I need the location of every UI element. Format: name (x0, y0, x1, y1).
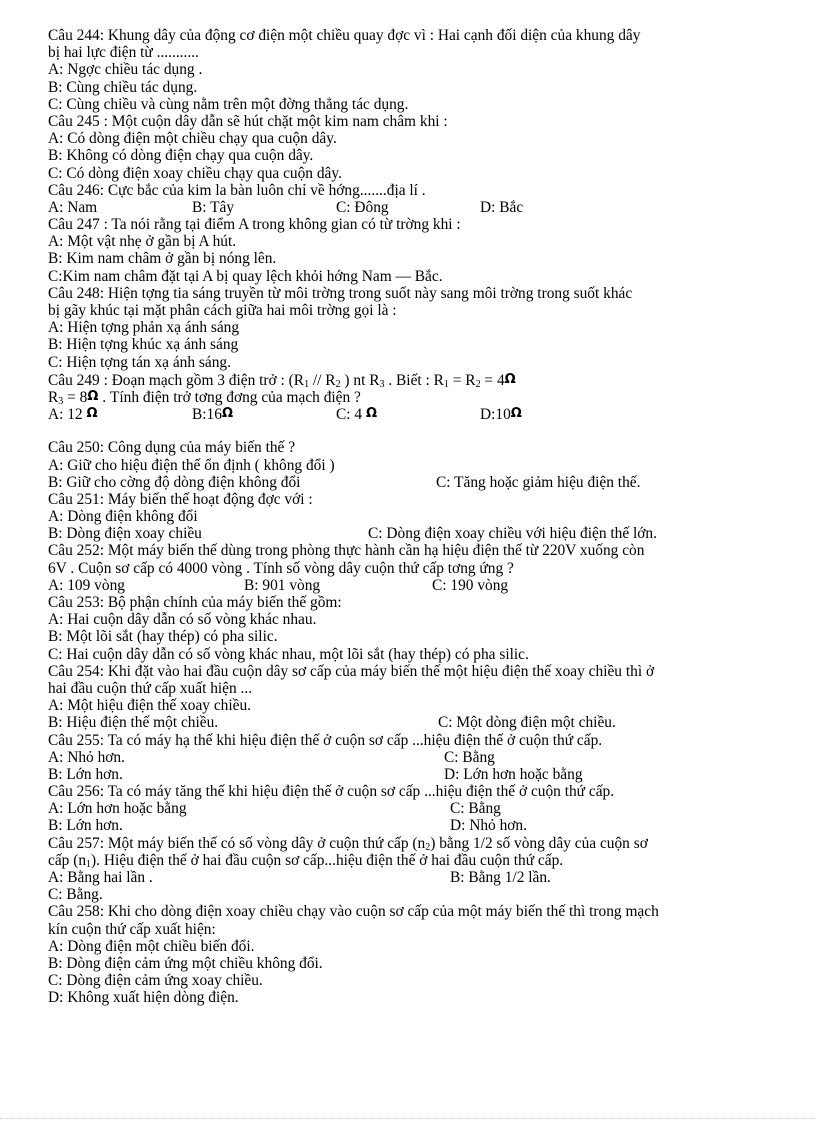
page-bottom-dotted-divider (0, 1118, 816, 1120)
question-250-option-c: C: Tăng hoặc giảm hiệu điện thế. (436, 473, 641, 491)
question-257-options (48, 869, 793, 886)
question-248-text-cont: bị gãy khúc tại mặt phân cách giữa hai môi trờng gọi là : (48, 302, 397, 319)
question-256-text: Câu 256: Ta có máy tăng thế khi hiệu điện thế ở cuộn sơ cấp ...hiệu điện thế ở cuộn thứ cấp. (48, 783, 615, 801)
question-246-text: Câu 246: Cực bắc của kim la bàn luôn chỉ về hớng.......địa lí . (48, 181, 426, 199)
question-251-option-c: C: Dòng điện xoay chiều với hiệu điện thế lớn. (368, 525, 657, 543)
question-257-text: Câu 257: Một máy biến thế có số vòng dây ở cuộn thứ cấp $(n_2)$ bằng 1/2 số vòng dây của cuộn sơ (48, 834, 648, 853)
ohm-symbol: Ω (365, 406, 377, 422)
question-256-option-d: D: Nhỏ hơn. (450, 817, 527, 835)
question-255-option-b: B: Lớn hơn. (48, 765, 123, 783)
question-249-text-cont: $R_3 = 8\Omega$ . Tính điện trở tơng đơng của mạch điện ? (48, 388, 361, 407)
question-247-option-c: C:Kim nam châm đặt tại A bị quay lệch khỏi hớng Nam — Bắc. (48, 267, 443, 285)
question-253-option-b: B: Một lõi sắt (hay thép) có pha silic. (48, 628, 278, 646)
question-252-options (48, 577, 793, 594)
question-246-options (48, 199, 793, 216)
question-256-options-row2 (48, 817, 793, 834)
question-255-option-a: A: Nhỏ hơn. (48, 748, 125, 766)
question-247-option-b: B: Kim nam châm ở gần bị nóng lên. (48, 250, 277, 268)
ohm-symbol: Ω (87, 388, 99, 404)
question-251-options (48, 525, 793, 542)
question-244-option-b: B: Cùng chiều tác dụng. (48, 78, 198, 96)
spacer (48, 422, 793, 439)
ohm-symbol: Ω (221, 406, 233, 422)
question-258-option-a: A: Dòng điện một chiều biến đổi. (48, 937, 255, 955)
question-249-option-a: A: 12 Ω (48, 406, 98, 424)
question-253-option-c: C: Hai cuộn dây dẫn có số vòng khác nhau, một lõi sắt (hay thép) có pha silic. (48, 645, 529, 663)
question-254-option-a: A: Một hiệu điện thế xoay chiều. (48, 697, 252, 715)
question-258-option-d: D: Không xuất hiện dòng điện. (48, 989, 239, 1007)
question-258-option-b: B: Dòng điện cảm ứng một chiều không đổi. (48, 954, 323, 972)
question-246-option-d: D: Bắc (480, 198, 524, 216)
document-page (48, 27, 793, 1007)
question-257-text-cont: cấp $(n_1)$. Hiệu điện thế ở hai đầu cuộn sơ cấp...hiệu điện thế ở hai đầu cuộn thứ cấp. (48, 851, 564, 870)
question-257-option-b: B: Bằng 1/2 lần. (450, 869, 551, 886)
question-253-text: Câu 253: Bộ phận chính của máy biến thế gồm: (48, 594, 342, 611)
question-251-option-b: B: Dòng điện xoay chiều (48, 525, 202, 543)
question-249-text: Câu 249 : Đoạn mạch gồm 3 điện trở : ($R_1 // R_2$ ) nt $R_3$ . Biết : $R_1 = R_2 = 4\Omega$ (48, 371, 516, 390)
question-252-option-b: B: 901 vòng (244, 576, 321, 594)
question-254-option-c: C: Một dòng điện một chiều. (438, 714, 616, 732)
question-246-option-a: A: Nam (48, 198, 98, 216)
question-250-option-b: B: Giữ cho cờng độ dòng điện không đổi (48, 473, 301, 491)
question-252-option-a: A: 109 vòng (48, 576, 125, 594)
question-254-options (48, 714, 793, 731)
ohm-symbol: Ω (86, 406, 98, 422)
question-247-text: Câu 247 : Ta nói rằng tại điểm A trong không gian có từ trờng khi : (48, 216, 461, 234)
question-255-option-c: C: Bằng (444, 748, 495, 766)
question-245-option-a: A: Có dòng điện một chiều chạy qua cuộn dây. (48, 130, 337, 148)
ohm-symbol: Ω (510, 406, 522, 422)
question-248-option-a: A: Hiện tợng phản xạ ánh sáng (48, 319, 240, 337)
question-254-text-cont: hai đầu cuộn thứ cấp xuất hiện ... (48, 679, 253, 697)
question-257-option-a: A: Bằng hai lần . (48, 869, 153, 886)
question-250-option-a: A: Giữ cho hiệu điện thế ổn định ( không đổi ) (48, 456, 335, 474)
question-248-option-b: B: Hiện tợng khúc xạ ánh sáng (48, 336, 239, 354)
question-253-option-a: A: Hai cuộn dây dẫn có số vòng khác nhau. (48, 611, 317, 629)
question-249-options (48, 405, 793, 422)
question-256-option-a: A: Lớn hơn hoặc bằng (48, 800, 187, 818)
question-246-option-b: B: Tây (192, 198, 235, 216)
question-249-option-c: C: 4 Ω (336, 406, 377, 424)
question-244-text: Câu 244: Khung dây của động cơ điện một chiều quay đợc vì : Hai cạnh đối diện của khung dây (48, 27, 641, 44)
question-245-option-b: B: Không có dòng điện chạy qua cuộn dây. (48, 147, 314, 165)
question-244-option-a: A: Ngợc chiều tác dụng . (48, 61, 203, 79)
question-246-option-c: C: Đông (336, 198, 389, 216)
question-254-option-b: B: Hiệu điện thế một chiều. (48, 714, 219, 732)
question-250-options (48, 474, 793, 491)
question-251-text: Câu 251: Máy biến thế hoạt động đợc với : (48, 490, 313, 508)
question-252-option-c: C: 190 vòng (432, 576, 509, 594)
question-255-options-row2 (48, 766, 793, 783)
question-254-text: Câu 254: Khi đặt vào hai đầu cuộn dây sơ cấp của máy biến thế một hiệu điện thế xoay chiều thì ở (48, 662, 655, 680)
ohm-symbol: Ω (504, 371, 516, 387)
question-247-option-a: A: Một vật nhẹ ở gần bị A hút. (48, 233, 237, 251)
question-252-text-cont: 6V . Cuộn sơ cấp có 4000 vòng . Tính số vòng dây cuộn thứ cấp tơng ứng ? (48, 559, 514, 577)
question-255-option-d: D: Lớn hơn hoặc bằng (444, 765, 583, 783)
question-256-option-c: C: Bằng (450, 800, 501, 818)
question-255-options-row1 (48, 749, 793, 766)
question-248-text: Câu 248: Hiện tợng tia sáng truyền từ môi trờng trong suốt này sang môi trờng trong suốt khác (48, 284, 633, 302)
question-244-text-cont: bị hai lực điện từ ........... (48, 44, 199, 62)
question-248-option-c: C: Hiện tợng tán xạ ánh sáng. (48, 353, 231, 371)
question-244-option-c: C: Cùng chiều và cùng nằm trên một đờng thẳng tác dụng. (48, 95, 409, 113)
question-249-option-b: B:16Ω (192, 406, 233, 424)
question-255-text: Câu 255: Ta có máy hạ thế khi hiệu điện thế ở cuộn sơ cấp ...hiệu điện thế ở cuộn thứ cấp. (48, 731, 603, 749)
question-258-text-cont: kín cuộn thứ cấp xuất hiện: (48, 920, 216, 938)
question-256-options-row1 (48, 800, 793, 817)
question-252-text: Câu 252: Một máy biến thế dùng trong phòng thực hành cần hạ hiệu điện thế từ 220V xuống còn (48, 542, 645, 560)
question-257-option-c: C: Bằng. (48, 886, 103, 904)
question-251-option-a: A: Dòng điện không đổi (48, 508, 198, 526)
question-245-option-c: C: Có dòng điện xoay chiều chạy qua cuộn dây. (48, 164, 342, 182)
question-256-option-b: B: Lớn hơn. (48, 817, 123, 835)
question-258-text: Câu 258: Khi cho dòng điện xoay chiều chạy vào cuộn sơ cấp của một máy biến thế thì trong mạch (48, 903, 659, 921)
question-250-text: Câu 250: Công dụng của máy biến thế ? (48, 439, 296, 457)
question-249-option-d: D:10Ω (480, 406, 522, 424)
question-258-option-c: C: Dòng điện cảm ứng xoay chiều. (48, 972, 263, 990)
question-245-text: Câu 245 : Một cuộn dây dẫn sẽ hút chặt một kim nam châm khi : (48, 112, 448, 130)
